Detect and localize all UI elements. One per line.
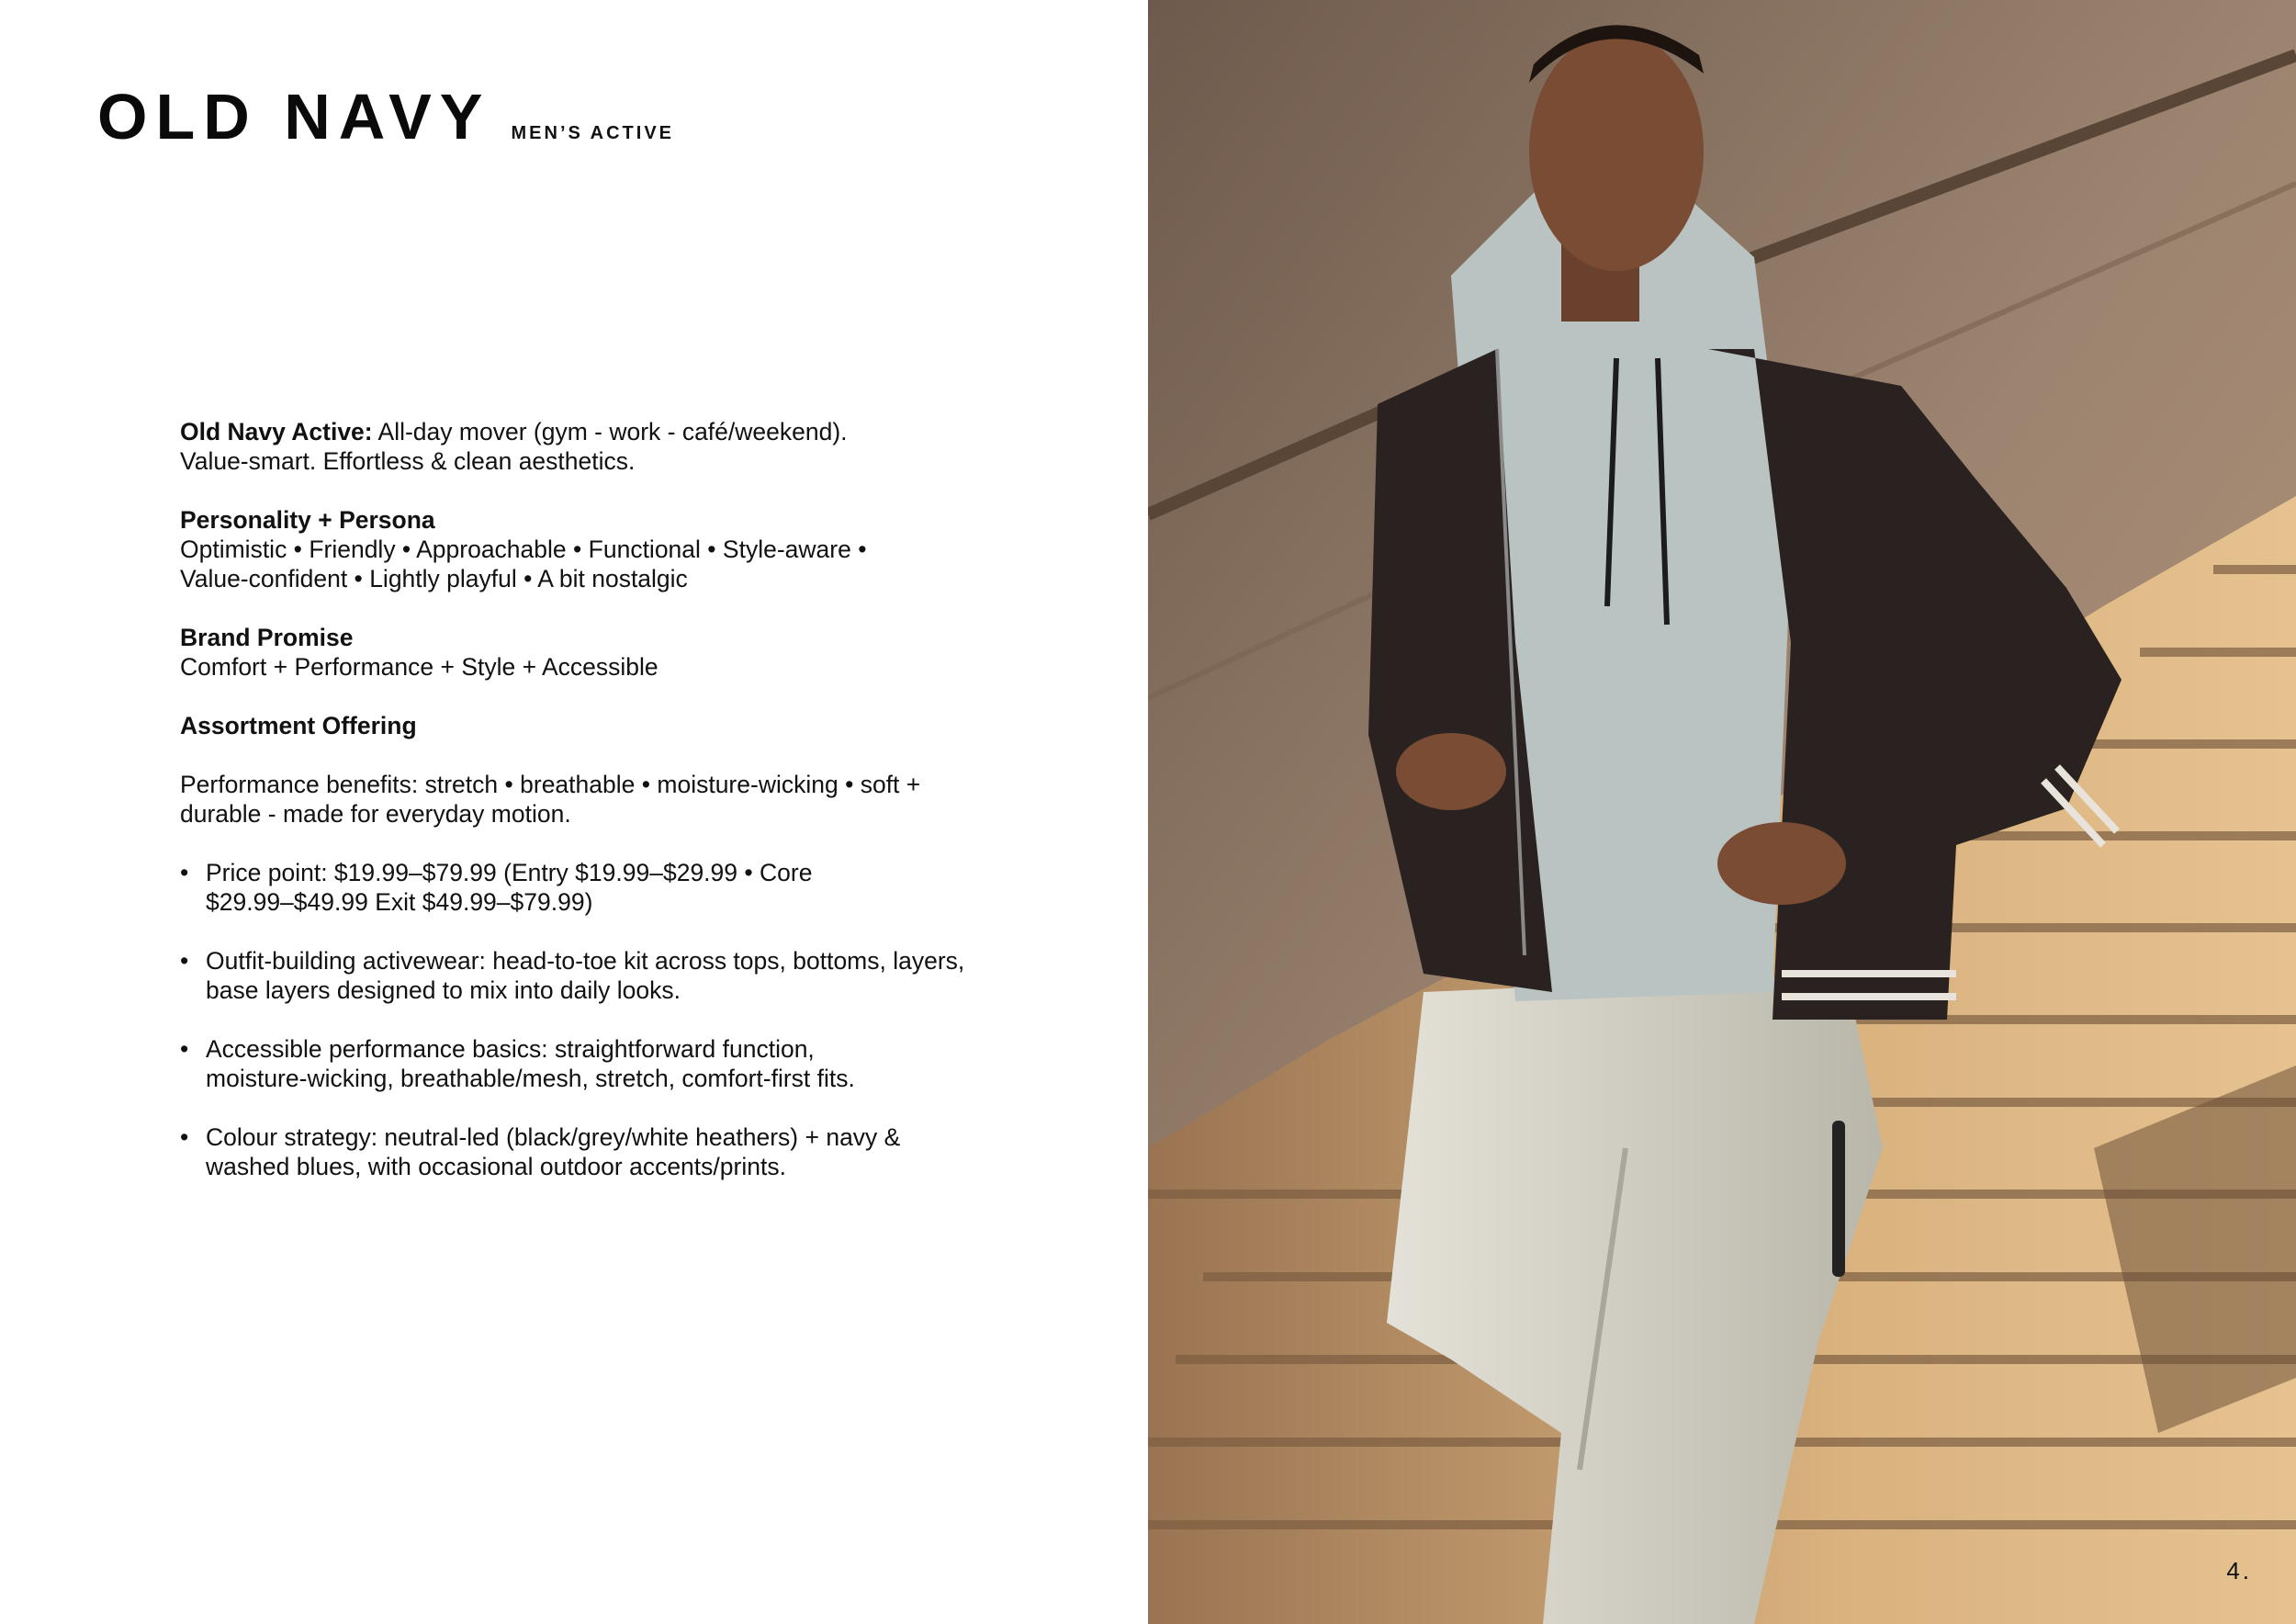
- bullet-icon: •: [180, 1035, 189, 1063]
- photo-hand-right: [1717, 822, 1846, 905]
- assortment-heading-para: [180, 711, 1007, 740]
- assortment-bullet-list: [180, 858, 1007, 1181]
- list-item: [180, 858, 1007, 917]
- list-item: [180, 946, 1007, 1005]
- brand-promise-text: Comfort + Performance + Style + Accessible: [180, 653, 658, 681]
- content-body: [180, 417, 1007, 1211]
- brand-logo: OLD NAVY: [97, 81, 491, 152]
- bullet-icon: •: [180, 1123, 189, 1151]
- intro-text: All-day mover (gym - work - café/weekend). Value-smart. Effortless & clean aesthetics.: [180, 418, 848, 475]
- personality-heading: Personality + Persona: [180, 506, 435, 534]
- section-subtitle: MEN’S ACTIVE: [511, 123, 674, 143]
- personality-section: [180, 505, 1007, 593]
- performance-benefits: Performance benefits: stretch • breathable • moisture-wicking • soft + durable - made for everyday motion.: [180, 771, 921, 828]
- brand-promise-heading: Brand Promise: [180, 624, 354, 651]
- photo-illustration: [1148, 0, 2296, 1624]
- list-item-text: Price point: $19.99–$79.99 (Entry $19.99–$29.99 • Core $29.99–$49.99 Exit $49.99–$79.99): [206, 859, 813, 916]
- personality-text: Optimistic • Friendly • Approachable • Functional • Style-aware • Value-confident • Lightly playful • A bit nostalgic: [180, 536, 867, 592]
- hero-photo: [1148, 0, 2296, 1624]
- assortment-heading: Assortment Offering: [180, 712, 417, 739]
- brand-promise-section: [180, 623, 1007, 682]
- bullet-icon: •: [180, 859, 189, 886]
- photo-hand-left: [1396, 733, 1506, 810]
- list-item-text: Colour strategy: neutral-led (black/grey/white heathers) + navy & washed blues, with occasional outdoor accents/prints.: [206, 1123, 901, 1180]
- intro-paragraph: [180, 417, 1007, 476]
- list-item-text: Accessible performance basics: straightforward function, moisture-wicking, breathable/mesh, stretch, comfort-first fits.: [206, 1035, 855, 1092]
- list-item: [180, 1034, 1007, 1093]
- brand-header: [97, 81, 674, 152]
- intro-lead: Old Navy Active:: [180, 418, 373, 445]
- page-number: 4.: [2226, 1557, 2252, 1585]
- bullet-icon: •: [180, 947, 189, 975]
- list-item-text: Outfit-building activewear: head-to-toe kit across tops, bottoms, layers, base layers designed to mix into daily looks.: [206, 947, 965, 1004]
- list-item: [180, 1122, 1007, 1181]
